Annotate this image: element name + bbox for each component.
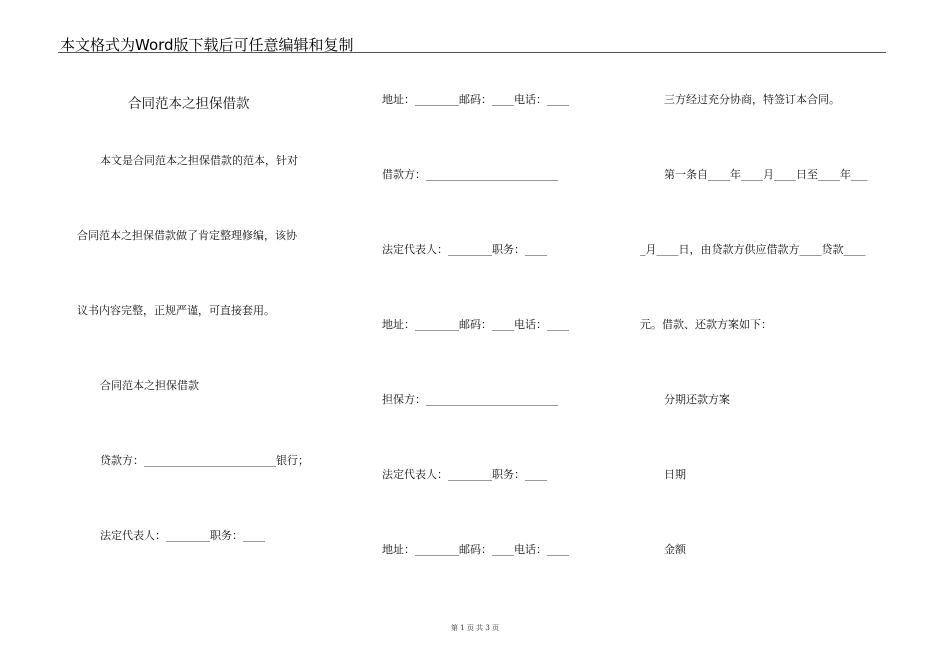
col1-line-6: 法定代表人：________职务：____ <box>100 529 265 542</box>
document-banner: 本文格式为Word版下载后可任意编辑和复制 <box>60 36 354 54</box>
col1-line-2: 合同范本之担保借款做了肯定整理修编，该协 <box>77 229 297 242</box>
col3-line-3: _月____日，由贷款方供应借款方____贷款____ <box>640 243 866 256</box>
col3-line-4: 元。借款、还款方案如下： <box>640 318 772 331</box>
page-number: 第 1 页 共 3 页 <box>450 624 500 632</box>
col2-line-5: 担保方：________________________ <box>382 393 558 406</box>
col2-line-2: 借款方：________________________ <box>382 168 558 181</box>
col3-line-7: 金额 <box>664 543 686 556</box>
col3-line-5: 分期还款方案 <box>664 393 730 406</box>
col3-line-6: 日期 <box>664 468 686 481</box>
col3-line-2: 第一条自____年____月____日至____年___ <box>664 168 868 181</box>
col1-line-4: 合同范本之担保借款 <box>100 379 199 392</box>
col1-line-1: 本文是合同范本之担保借款的范本，针对 <box>100 154 298 167</box>
col2-line-1: 地址：________邮码：____电话：____ <box>382 93 569 106</box>
col2-line-4: 地址：________邮码：____电话：____ <box>382 318 569 331</box>
col3-line-1: 三方经过充分协商，特签订本合同。 <box>664 93 840 106</box>
col2-line-7: 地址：________邮码：____电话：____ <box>382 543 569 556</box>
col1-line-3: 议书内容完整，正规严谨，可直接套用。 <box>77 304 275 317</box>
document-title: 合同范本之担保借款 <box>128 96 250 112</box>
header-rule <box>58 52 886 53</box>
col2-line-6: 法定代表人：________职务：____ <box>382 468 547 481</box>
col2-line-3: 法定代表人：________职务：____ <box>382 243 547 256</box>
col1-line-5: 贷款方：________________________银行； <box>100 454 309 467</box>
